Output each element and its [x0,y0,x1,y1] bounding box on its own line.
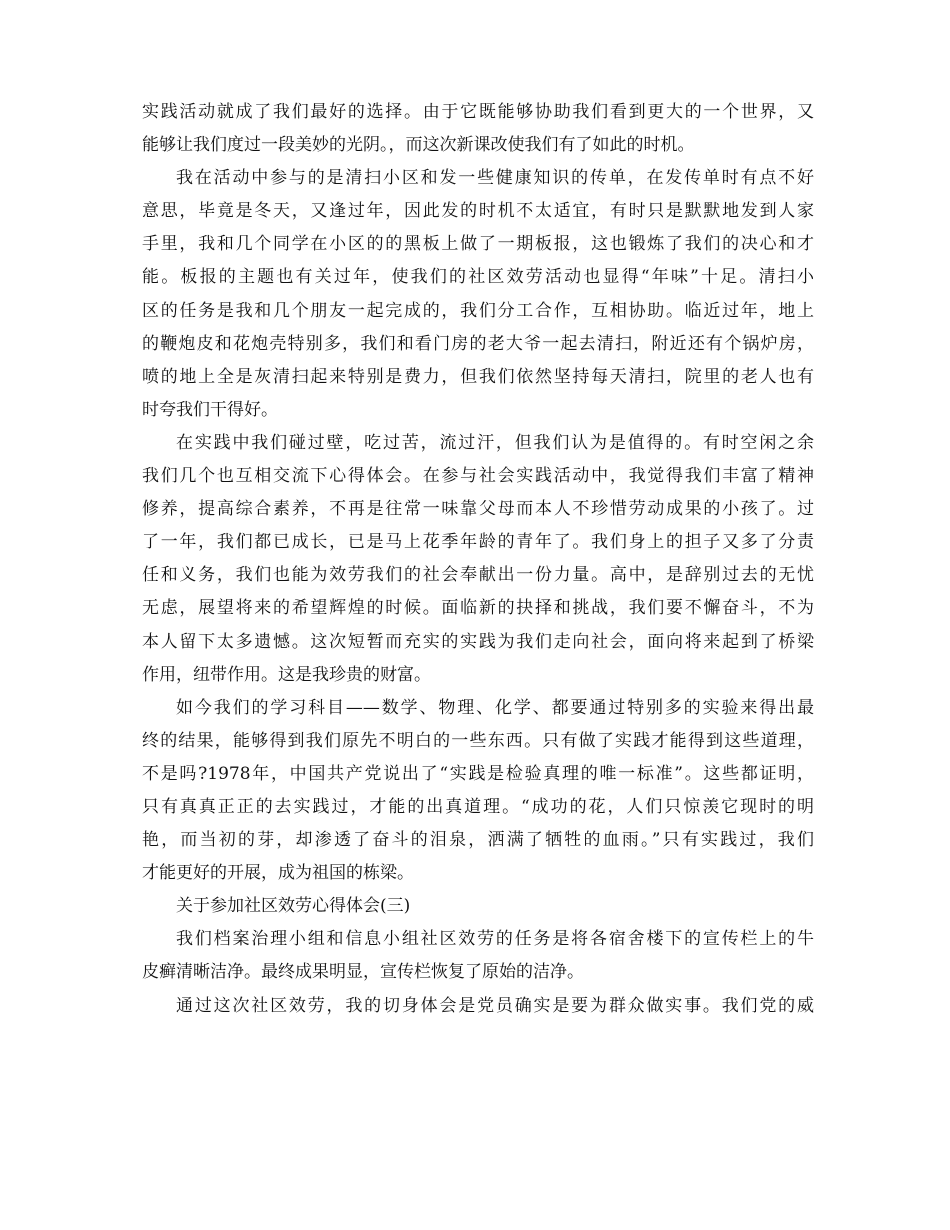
text-line-2: 能够让我们度过一段美妙的光阴。，而这次新课改使我们有了如此的时机。 [142,135,695,156]
text-line-14: 了一年，我们都已成长，已是马上花季年龄的青年了。我们身上的担子又多了分责 [142,532,814,553]
section-heading: 关于参加社区效劳心得体会(三) [176,896,411,917]
text-line-18: 作用，纽带作用。这是我珍贵的财富。 [142,664,431,685]
text-line-1: 实践活动就成了我们最好的选择。由于它既能够协助我们看到更大的一个世界，又 [142,102,814,122]
text-line-3: 我在活动中参与的是清扫小区和发一些健康知识的传单，在发传单时有点不好 [176,168,814,189]
text-line-4: 意思，毕竟是冬天，又逢过年，因此发的时机不太适宜，有时只是默默地发到人家 [142,201,814,222]
text-line-19: 如今我们的学习科目——数学、物理、化学、都要通过特别多的实验来得出最 [176,697,814,718]
text-line-8: 的鞭炮皮和花炮壳特别多，我们和看门房的老大爷一起去清扫，附近还有个锅炉房， [142,333,814,354]
text-line-22: 只有真真正正的去实践过，才能的出真道理。“成功的花，人们只惊羡它现时的明 [142,796,814,817]
text-line-5: 手里，我和几个同学在小区的的黑板上做了一期板报，这也锻炼了我们的决心和才 [142,234,814,255]
text-line-10: 时夸我们干得好。 [142,399,278,420]
text-line-28: 通过这次社区效劳，我的切身体会是党员确实是要为群众做实事。我们党的威 [176,995,814,1016]
text-line-27: 皮癣清晰洁净。最终成果明显，宣传栏恢复了原始的洁净。 [142,962,584,983]
text-line-6: 能。板报的主题也有关过年，使我们的社区效劳活动也显得“年味”十足。清扫小 [142,267,814,288]
document-body [142,96,814,1023]
text-line-21: 不是吗?1978年，中国共产党说出了“实践是检验真理的唯一标准”。这些都证明， [142,763,814,784]
text-line-23: 艳，而当初的芽，却渗透了奋斗的泪泉，洒满了牺牲的血雨。”只有实践过，我们 [142,830,814,851]
text-line-15: 任和义务，我们也能为效劳我们的社会奉献出一份力量。高中，是辞别过去的无忧 [142,565,814,586]
text-line-11: 在实践中我们碰过壁，吃过苦，流过汗，但我们认为是值得的。有时空闲之余 [176,432,814,453]
text-line-20: 终的结果，能够得到我们原先不明白的一些东西。只有做了实践才能得到这些道理， [142,730,814,751]
text-line-7: 区的任务是我和几个朋友一起完成的，我们分工合作，互相协助。临近过年，地上 [142,300,814,321]
text-line-24: 才能更好的开展，成为祖国的栋梁。 [142,863,414,884]
text-line-17: 本人留下太多遗憾。这次短暂而充实的实践为我们走向社会，面向将来起到了桥梁 [142,631,814,652]
text-line-9: 喷的地上全是灰清扫起来特别是费力，但我们依然坚持每天清扫，院里的老人也有 [142,366,814,387]
text-line-16: 无虑，展望将来的希望辉煌的时候。面临新的抉择和挑战，我们要不懈奋斗，不为 [142,598,814,619]
text-line-12: 我们几个也互相交流下心得体会。在参与社会实践活动中，我觉得我们丰富了精神 [142,466,814,487]
text-line-26: 我们档案治理小组和信息小组社区效劳的任务是将各宿舍楼下的宣传栏上的牛 [176,929,814,950]
text-line-13: 修养，提高综合素养，不再是往常一味靠父母而本人不珍惜劳动成果的小孩了。过 [142,499,814,520]
